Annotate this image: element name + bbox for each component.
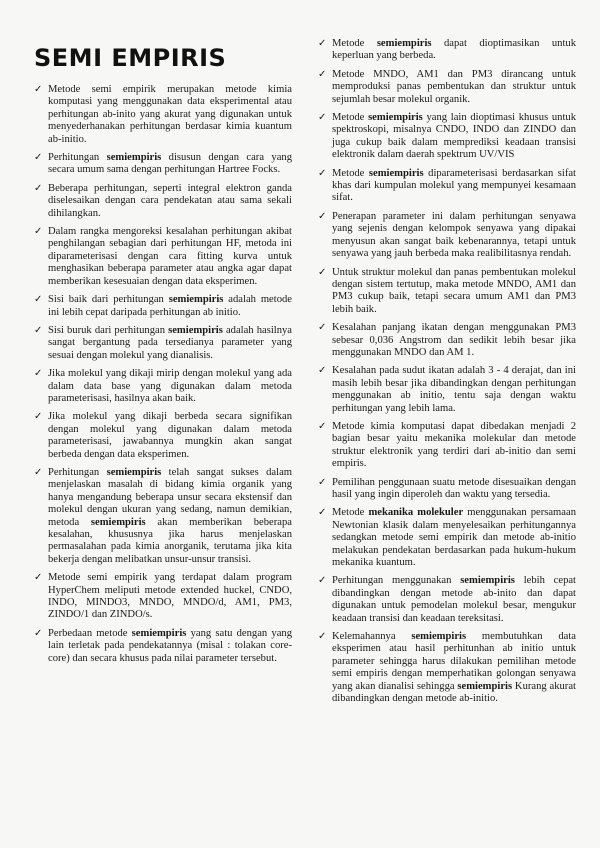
check-mark-icon: ✓ (318, 68, 327, 80)
list-item (318, 322, 576, 359)
check-mark-icon: ✓ (318, 266, 327, 278)
list-item-text: Metode semi empirik merupakan metode kimia komputasi yang menggunakan data eksperimental atau perhitungan ab-inito yang akurat yang digunakan untuk menyederhanakan perhitungan berdasar kimia kuantum ab-initio. (48, 84, 292, 145)
list-item-text: Metode MNDO, AM1 dan PM3 dirancang untuk memproduksi panas pembentukan dan struktur untuk sejumlah besar molekul organik. (332, 68, 576, 105)
list-item (34, 226, 292, 288)
list-item-text: Metode semiempiris dapat dioptimasikan untuk keperluan yang berbeda. (332, 38, 576, 62)
check-mark-icon: ✓ (34, 294, 43, 306)
check-mark-icon: ✓ (34, 324, 43, 336)
check-mark-icon: ✓ (318, 112, 327, 124)
list-item (318, 38, 576, 63)
list-item (34, 572, 292, 622)
list-item-text: Perhitungan semiempiris telah sangat sukses dalam menjelaskan masalah di bidang kimia organik yang hanya mengandung beberapa unsur secara ekstensif dan molekul dengan ukuran yang sedang, namun demikian, metoda semiempiris akan memberikan beberapa kesalahan, khususnya jika harus menjelaskan permasalahan pada kimia anorganik, terutama jika kita bekerja dengan melibatkan unsur-unsur transisi. (48, 466, 293, 565)
list-item (34, 183, 292, 220)
list-item-text: Metode mekanika molekuler menggunakan persamaan Newtonian klasik dalam menyelesaikan perhitungannya sedangkan metode semi empirik dan metode ab-initio melakukan pendekatan berdasarkan pada hukum-hukum mekanika kuantum. (332, 507, 576, 569)
list-item-text: Kesalahan panjang ikatan dengan menggunakan PM3 sebesar 0,036 Angstrom dan sedikit lebih besar jika menggunakan MNDO dan AM 1. (332, 322, 576, 358)
page-title: SEMI EMPIRIS (34, 44, 227, 72)
list-item (34, 84, 292, 146)
list-item-text: Kelemahannya semiempiris membutuhkan data eksperimen atau hasil perhitunhan ab initio untuk parameter sehingga harus dilakukan pemilihan metode semi empiris dengan memperhatikan golongan senyawa yang akan dianalisi sehingga semiempiris Kurang akurat dibandingkan dengan metode ab-initio. (332, 631, 576, 705)
check-mark-icon: ✓ (318, 631, 327, 643)
list-item (34, 411, 292, 461)
check-mark-icon: ✓ (34, 182, 43, 194)
list-item (318, 267, 576, 317)
list-item-text: Sisi buruk dari perhitungan semiempiris adalah hasilnya sangat bergantung pada tersedianya parameter yang sesuai dengan molekul yang dianalisis. (48, 324, 292, 361)
list-item (318, 211, 576, 261)
list-item (34, 325, 292, 362)
right-column-list (318, 38, 576, 712)
check-mark-icon: ✓ (34, 84, 43, 95)
left-column-list (34, 84, 292, 671)
check-mark-icon: ✓ (318, 38, 327, 49)
list-item (34, 152, 292, 177)
list-item (318, 421, 576, 471)
list-item-text: Sisi baik dari perhitungan semiempiris adalah metode ini lebih cepat daripada perhitungan ab initio. (48, 294, 293, 318)
check-mark-icon: ✓ (318, 476, 327, 488)
check-mark-icon: ✓ (318, 167, 327, 179)
check-mark-icon: ✓ (318, 507, 327, 519)
check-mark-icon: ✓ (318, 420, 327, 432)
check-mark-icon: ✓ (34, 368, 43, 380)
list-item (34, 628, 292, 665)
list-item-text: Perhitungan semiempiris disusun dengan cara yang secara umum sama dengan perhitungan Hartree Focks. (48, 152, 293, 176)
check-mark-icon: ✓ (318, 322, 327, 334)
list-item (34, 467, 292, 566)
list-item-text: Perhitungan menggunakan semiempiris lebih cepat dibandingkan dengan metode ab-inito dan dapat digunakan untuk pemodelan molekul besar, mengukur keadaan transisi dan keadaan tereksitasi. (332, 575, 577, 624)
list-item-text: Jika molekul yang dikaji mirip dengan molekul yang ada dalam data base yang digunakan dalam metoda parameterisasi, hasilnya akan baik. (48, 368, 292, 404)
list-item-text: Metode semiempiris diparameterisasi berdasarkan sifat khas dari kumpulan molekul yang mempunyei kesamaan sifat. (332, 167, 577, 204)
list-item-text: Perbedaan metode semiempiris yang satu dengan yang lain terletak pada pendekatannya (misal : tolakan core-core) dan secara khusus pada nilai parameter tersebut. (48, 627, 292, 664)
list-item (318, 112, 576, 162)
list-item-text: Penerapan parameter ini dalam perhitungan senyawa yang sejenis dengan kelompok senyawa yang dipakai menyusun akan sangat baik kebenarannya, tetapi untuk senyawa yang jauh berbeda maka realibilitasnya rendah. (332, 210, 576, 260)
list-item-text: Metode semiempiris yang lain dioptimasi khusus untuk spektroskopi, misalnya CNDO, INDO dan ZINDO dan juga cukup baik dalam memprediksi keadaan transisi elektronik dalam daerah spektrum UV/VIS (332, 112, 577, 161)
list-item-text: Pemilihan penggunaan suatu metode disesuaikan dengan hasil yang ingin diperoleh dan waktu yang tersedia. (332, 476, 576, 500)
list-item (318, 477, 576, 502)
check-mark-icon: ✓ (34, 152, 43, 164)
list-item (318, 575, 576, 625)
list-item-text: Beberapa perhitungan, seperti integral elektron ganda diselesaikan dengan cara pendekatan atau sama sekali dihilangkan. (48, 182, 292, 219)
list-item (34, 294, 292, 319)
check-mark-icon: ✓ (318, 575, 327, 587)
check-mark-icon: ✓ (318, 210, 327, 222)
list-item-text: Untuk struktur molekul dan panas pembentukan molekul dengan sistem tertutup, maka metode MNDO, AM1 dan PM3 cukup baik, tetapi secara umum AM1 dan PM3 lebih baik. (332, 266, 576, 315)
list-item (318, 69, 576, 106)
list-item-text: Metode kimia komputasi dapat dibedakan menjadi 2 bagian besar yaitu mekanika molekular dan metode struktur elektronik yang terdiri dari ab-initio dan semi empiris. (332, 420, 576, 470)
check-mark-icon: ✓ (34, 411, 43, 423)
check-mark-icon: ✓ (34, 627, 43, 639)
list-item (34, 368, 292, 405)
list-item (318, 168, 576, 205)
list-item (318, 365, 576, 415)
check-mark-icon: ✓ (34, 466, 43, 478)
check-mark-icon: ✓ (34, 226, 43, 238)
check-mark-icon: ✓ (34, 572, 43, 584)
list-item-text: Jika molekul yang dikaji berbeda secara signifikan dengan molekul yang digunakan dalam metoda parameterisasi, jawabannya mungkin akan sangat berbeda dengan data eksperimen. (48, 411, 292, 460)
list-item-text: Metode semi empirik yang terdapat dalam program HyperChem meliputi metode extended huckel, CNDO, INDO, MINDO3, MNDO, MNDO/d, AM1, PM3, ZINDO/1 dan ZINDO/s. (48, 572, 292, 621)
check-mark-icon: ✓ (318, 365, 327, 377)
list-item-text: Kesalahan pada sudut ikatan adalah 3 - 4 derajat, dan ini masih lebih besar jika dibandingkan dengan perhitungan menggunakan ab initio, tentu saja dengan waktu perhitungan yang lebih lama. (332, 365, 576, 414)
list-item (318, 631, 576, 705)
list-item-text: Dalam rangka mengoreksi kesalahan perhitungan akibat penghilangan sebagian dari perhitungan HF, metoda ini diparameterisasi dengan cara fitting kurva untuk menghasikan beberapa parameter atau angka agar dapat memberikan kesesuaian dengan data eksperimen. (48, 226, 292, 287)
list-item (318, 507, 576, 569)
